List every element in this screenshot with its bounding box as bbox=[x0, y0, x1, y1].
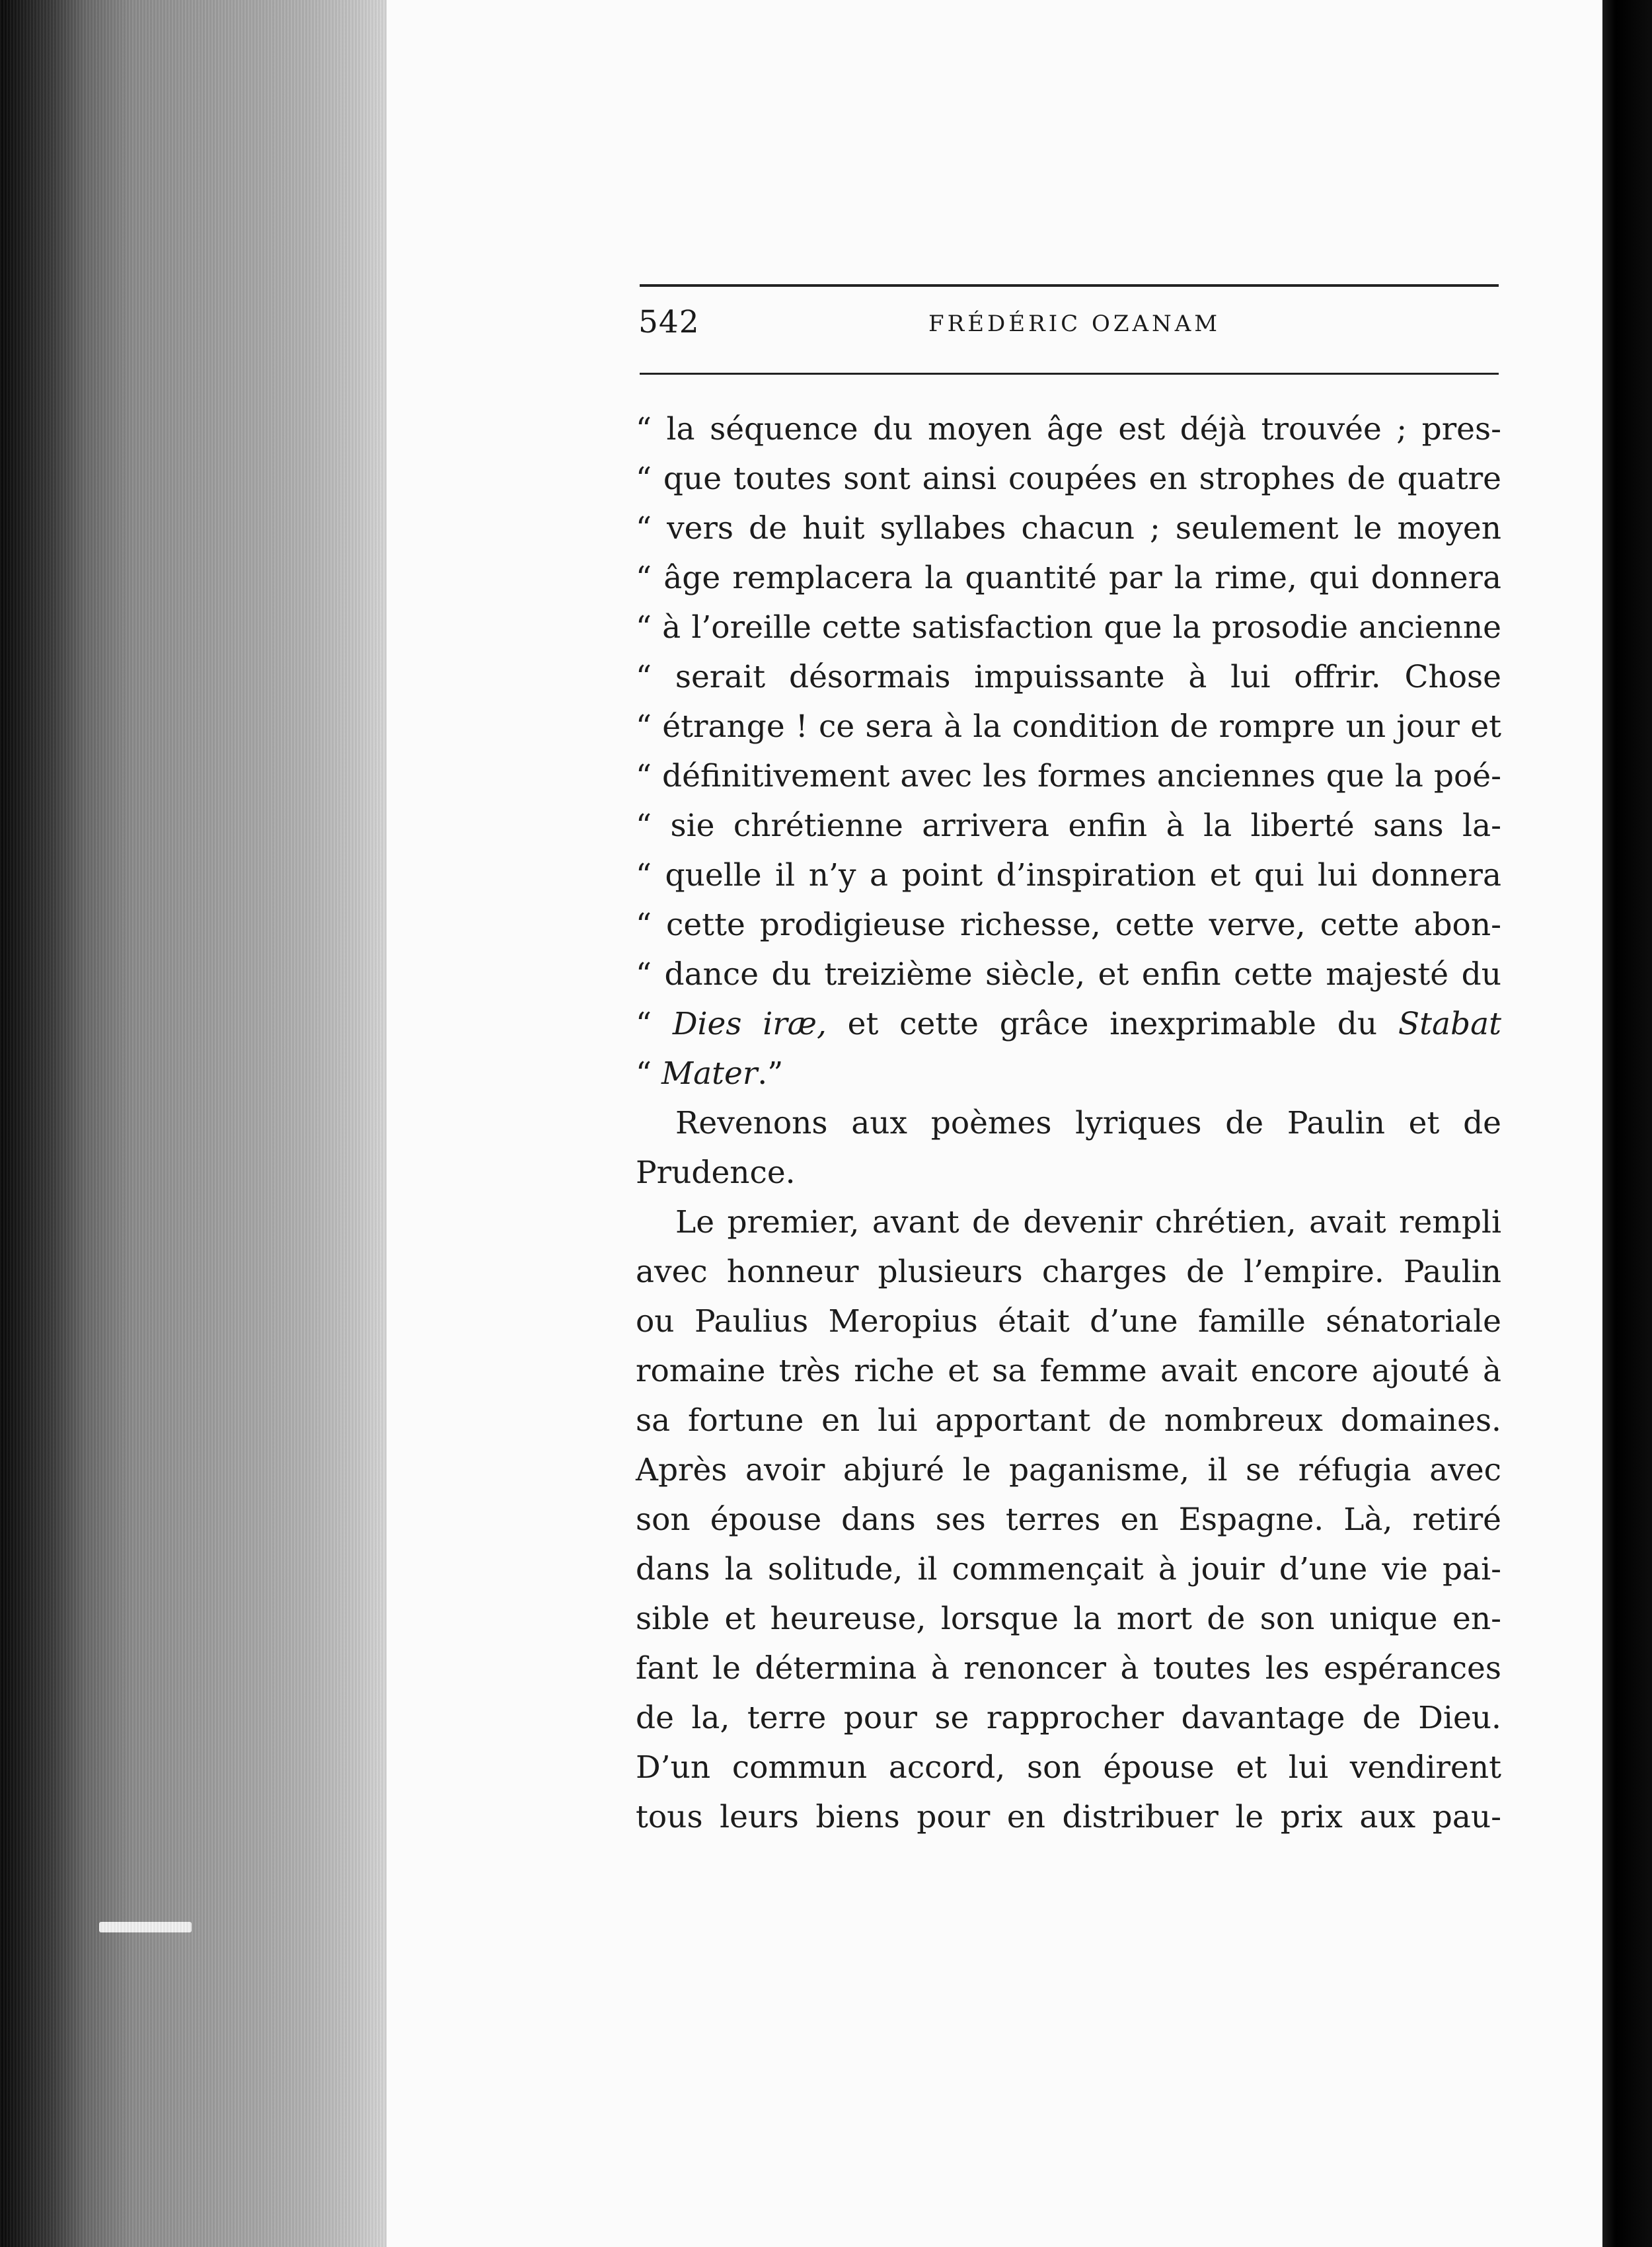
text-line bbox=[636, 1049, 1501, 1098]
text-span: et cette grâce inexprimable du bbox=[826, 1006, 1398, 1042]
running-title: FRÉDÉRIC OZANAM bbox=[928, 311, 1221, 337]
text-line: “ quelle il n’y a point d’inspiration et qui lui donnera bbox=[636, 857, 1501, 894]
text-line: “ sie chrétienne arrivera enfin à la liberté sans la- bbox=[636, 808, 1501, 844]
paragraph-line: tous leurs biens pour en distribuer le prix aux pau- bbox=[636, 1799, 1501, 1835]
paragraph-line: romaine très riche et sa femme avait encore ajouté à bbox=[636, 1353, 1501, 1389]
page-gutter-shadow bbox=[1602, 0, 1652, 2247]
text-line: “ âge remplacera la quantité par la rime, qui donnera bbox=[636, 560, 1501, 596]
text-line: “ dance du treizième siècle, et enfin cette majesté du bbox=[636, 956, 1501, 993]
italic-title-dies-irae: Dies iræ, bbox=[672, 1006, 827, 1042]
text-line bbox=[636, 999, 1501, 1049]
header-rule-top bbox=[640, 284, 1499, 287]
paragraph-line: Le premier, avant de devenir chrétien, avait rempli bbox=[675, 1204, 1501, 1240]
italic-title-stabat: Stabat bbox=[1398, 1006, 1501, 1042]
paragraph-line: ou Paulius Meropius était d’une famille sénatoriale bbox=[636, 1303, 1501, 1340]
page-number: 542 bbox=[638, 304, 700, 340]
text-line: “ vers de huit syllabes chacun ; seulement le moyen bbox=[636, 510, 1501, 547]
text-line: “ la séquence du moyen âge est déjà trouvée ; pres- bbox=[636, 411, 1501, 447]
italic-title-mater: Mater bbox=[661, 1055, 758, 1092]
quote-mark: “ bbox=[636, 1055, 661, 1092]
text-line: “ à l’oreille cette satisfaction que la prosodie ancienne bbox=[636, 609, 1501, 646]
paragraph-line: Revenons aux poèmes lyriques de Paulin et de bbox=[675, 1105, 1501, 1141]
page-edge-mark bbox=[99, 1922, 192, 1932]
paragraph-line: son épouse dans ses terres en Espagne. Là, retiré bbox=[636, 1502, 1501, 1538]
quote-mark: “ bbox=[636, 1006, 673, 1042]
paragraph-line: dans la solitude, il commençait à jouir d’une vie pai- bbox=[636, 1551, 1501, 1587]
paragraph-line: D’un commun accord, son épouse et lui vendirent bbox=[636, 1749, 1501, 1786]
text-line: “ définitivement avec les formes anciennes que la poé- bbox=[636, 758, 1501, 794]
header-rule-bottom bbox=[640, 373, 1499, 375]
book-page-edges bbox=[0, 0, 387, 2247]
paragraph-line: sible et heureuse, lorsque la mort de son unique en- bbox=[636, 1601, 1501, 1637]
paragraph-line: Après avoir abjuré le paganisme, il se réfugia avec bbox=[636, 1452, 1501, 1488]
closing-quote: .” bbox=[757, 1055, 784, 1092]
paragraph-line: sa fortune en lui apportant de nombreux domaines. bbox=[636, 1402, 1501, 1439]
page-body bbox=[636, 404, 1501, 1842]
text-line: “ que toutes sont ainsi coupées en strophes de quatre bbox=[636, 461, 1501, 497]
paragraph-line: Prudence. bbox=[636, 1155, 796, 1191]
text-line: “ étrange ! ce sera à la condition de rompre un jour et bbox=[636, 708, 1501, 745]
text-line: “ cette prodigieuse richesse, cette verve, cette abon- bbox=[636, 907, 1501, 943]
paragraph-line: fant le détermina à renoncer à toutes les espérances bbox=[636, 1650, 1501, 1687]
paragraph-line: avec honneur plusieurs charges de l’empire. Paulin bbox=[636, 1254, 1501, 1290]
paragraph-line: de la, terre pour se rapprocher davantage de Dieu. bbox=[636, 1700, 1501, 1736]
text-line: “ serait désormais impuissante à lui offrir. Chose bbox=[636, 659, 1501, 695]
